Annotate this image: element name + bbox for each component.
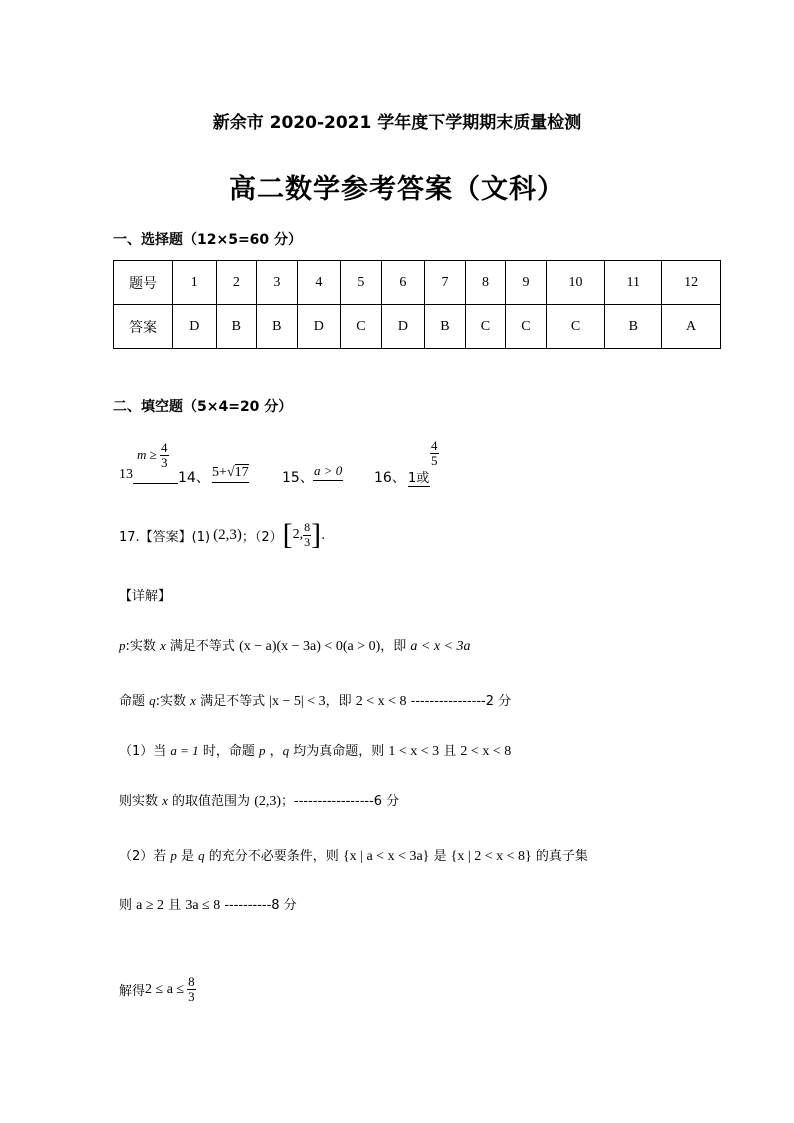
math-result: (2,3) [254, 794, 282, 809]
text: 的真子集 [531, 849, 588, 864]
table-cell: 9 [506, 261, 547, 305]
q14-part: 5+ [212, 465, 227, 480]
table-cell: D [297, 305, 341, 349]
right-bracket-icon: ] [311, 518, 322, 551]
math-inequality: |x − 5| < 3 [269, 694, 326, 709]
table-cell: C [546, 305, 605, 349]
math-condition: a = 1 [170, 743, 199, 758]
table-cell: B [216, 305, 257, 349]
detail-heading: 【详解】 [119, 589, 172, 604]
detail-line-1 [119, 635, 471, 655]
math-range-2: 2 < x < 8 [460, 744, 512, 759]
text: ，即 [380, 639, 411, 654]
text: 命题 [119, 694, 150, 709]
table-cell: 6 [381, 261, 425, 305]
table-cell: B [605, 305, 662, 349]
q17-answer-1: (2,3) [213, 526, 242, 543]
fraction-den: 3 [188, 989, 195, 1005]
text: 解得 [119, 984, 146, 1000]
var-q: q [198, 848, 205, 863]
left-bracket-icon: [ [282, 518, 293, 551]
math-result: 2 < x < 8 [355, 694, 407, 709]
score-note: ----------8 分 [220, 898, 297, 913]
table-cell: D [173, 305, 217, 349]
text: 均为真命题，则 [289, 744, 389, 759]
detail-line-5 [119, 845, 588, 865]
q16-fraction [430, 439, 439, 469]
text: :实数 [155, 694, 191, 709]
text: :实数 [125, 639, 161, 654]
var-p: p [119, 638, 126, 653]
text: 时，命题 [198, 744, 259, 759]
math-condition-1: a ≥ 2 [136, 898, 165, 913]
text: 是 [176, 849, 199, 864]
q17-end: . [321, 527, 326, 543]
q13-den: 3 [161, 455, 168, 471]
row-label-question-number: 题号 [114, 261, 173, 305]
var-p: p [258, 743, 266, 758]
math-result: 2 ≤ a ≤ [145, 981, 185, 997]
detail-line-2 [119, 690, 511, 710]
table-cell: 3 [257, 261, 298, 305]
var-q: q [282, 743, 290, 758]
table-cell: 1 [173, 261, 217, 305]
table-cell: C [465, 305, 506, 349]
table-cell: 7 [425, 261, 466, 305]
table-row-answers [114, 305, 721, 349]
detail-line-7 [119, 975, 196, 1005]
result-fraction [187, 975, 196, 1005]
text: 且 [439, 744, 461, 759]
q16-answer: 1或 [408, 467, 430, 487]
var-q: q [149, 693, 156, 708]
table-cell: B [257, 305, 298, 349]
text: 且 [164, 898, 186, 913]
section-heading-choice: 一、选择题（12×5=60 分） [113, 232, 303, 248]
score-note: ；-----------------6 分 [281, 794, 400, 809]
table-cell: 4 [297, 261, 341, 305]
score-note: ----------------2 分 [406, 694, 512, 709]
fraction-num: 8 [188, 974, 195, 989]
q13-ge: ≥ [149, 446, 157, 462]
q17-answer-line [119, 515, 325, 555]
table-cell: 5 [341, 261, 382, 305]
q13-label: 13 [119, 467, 133, 482]
text: 是 [429, 849, 451, 864]
table-cell: C [506, 305, 547, 349]
answer-table [113, 260, 721, 349]
math-inequality: (x − a)(x − 3a) < 0(a > 0) [239, 639, 381, 654]
q13-answer [137, 441, 169, 471]
q16-den: 5 [431, 453, 438, 469]
math-set-2: {x | 2 < x < 8} [450, 849, 532, 864]
table-row-numbers [114, 261, 721, 305]
table-cell: C [341, 305, 382, 349]
math-condition-2: 3a ≤ 8 [185, 898, 221, 913]
table-cell: B [425, 305, 466, 349]
q17-num: 8 [304, 520, 311, 535]
var-x: x [160, 638, 166, 653]
text: （2）若 [119, 849, 171, 864]
text: 则实数 [119, 794, 163, 809]
text: 的取值范围为 [167, 794, 255, 809]
table-cell: D [381, 305, 425, 349]
section-heading-fill: 二、填空题（5×4=20 分） [113, 399, 293, 415]
detail-line-6 [119, 894, 297, 914]
q17-label: 17.【答案】(1) [119, 529, 211, 545]
text: ， [265, 744, 283, 759]
text: 的充分不必要条件，则 [204, 849, 343, 864]
table-cell: A [662, 305, 721, 349]
q13-fraction [160, 441, 169, 471]
q17-answer-2-left: 2, [292, 527, 304, 542]
math-set-1: {x | a < x < 3a} [342, 849, 430, 864]
document-subtitle: 高二数学参考答案（文科） [229, 174, 565, 205]
q15-answer: a > 0 [313, 463, 343, 481]
math-result: a < x < 3a [410, 639, 471, 654]
var-x: x [162, 793, 168, 808]
text: 则 [119, 898, 137, 913]
table-cell: 2 [216, 261, 257, 305]
detail-line-3 [119, 740, 511, 760]
row-label-answer: 答案 [114, 305, 173, 349]
q17-den: 3 [304, 534, 311, 549]
q13-var: m [137, 446, 147, 462]
sqrt-icon: √ [226, 465, 235, 480]
table-cell: 12 [662, 261, 721, 305]
document-title: 新余市 2020-2021 学年度下学期期末质量检测 [212, 113, 582, 133]
text: （1）当 [119, 744, 171, 759]
q14-radicand: 17 [234, 465, 249, 480]
math-range-1: 1 < x < 3 [388, 744, 440, 759]
table-cell: 8 [465, 261, 506, 305]
table-cell: 10 [546, 261, 605, 305]
var-p: p [170, 848, 177, 863]
q15-label: 15、 [282, 470, 314, 486]
q16-num: 4 [431, 438, 438, 453]
q14-answer [212, 465, 249, 483]
text: 满足不等式 [165, 639, 240, 654]
var-x: x [190, 693, 196, 708]
q16-label: 16、 [374, 470, 406, 486]
q13-num: 4 [161, 440, 168, 455]
detail-line-4 [119, 790, 399, 810]
q13-underline [133, 483, 178, 484]
text: 满足不等式 [195, 694, 270, 709]
table-cell: 11 [605, 261, 662, 305]
q17-separator: ；（2） [241, 529, 283, 545]
q17-fraction [303, 521, 311, 548]
q14-label: 14、 [178, 470, 210, 486]
text: ，即 [325, 694, 356, 709]
